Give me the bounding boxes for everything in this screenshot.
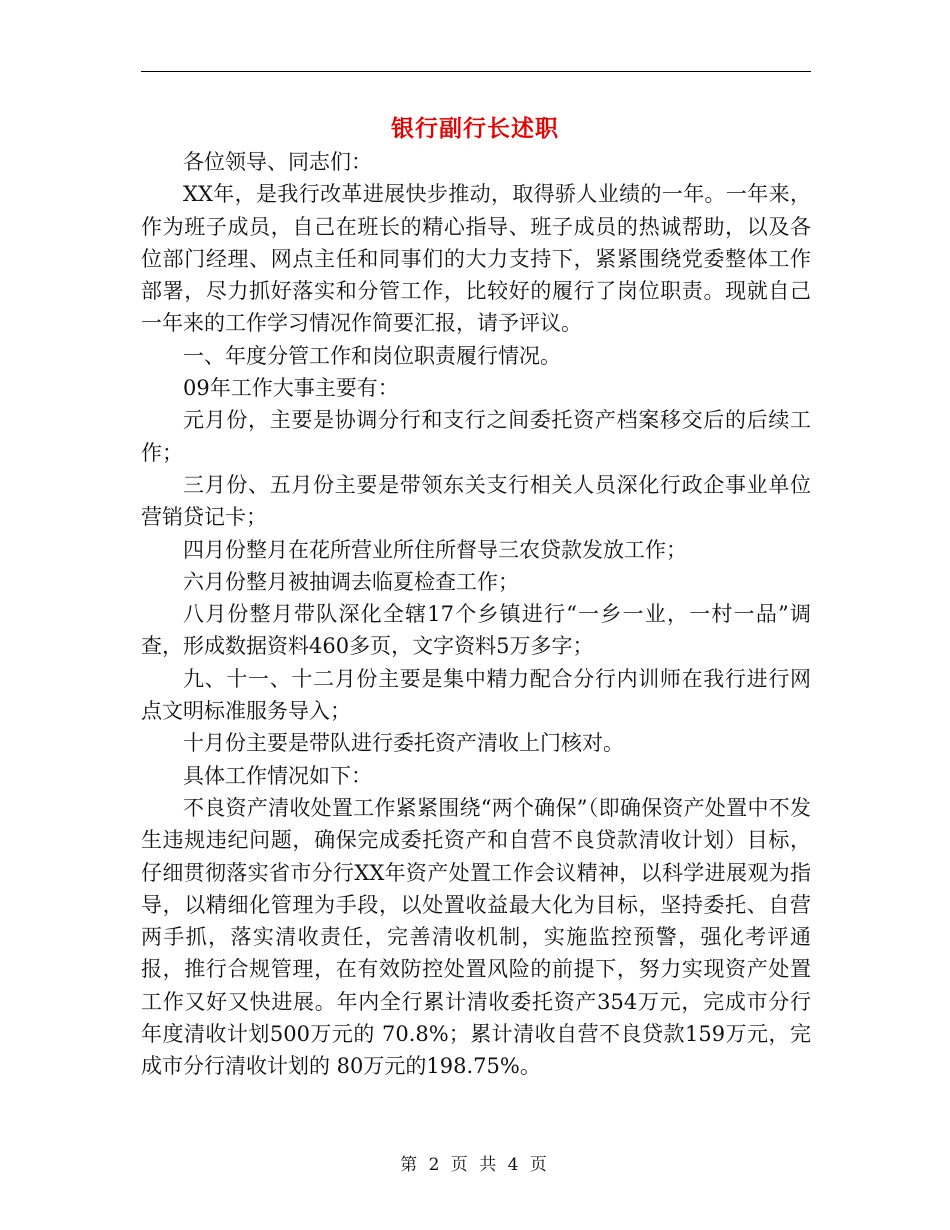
page-title: 银行副行长述职 [391, 115, 559, 142]
event-paragraph-sep-nov-dec: 九、十一、十二月份主要是集中精力配合分行内训师在我行进行网点文明标准服务导入； [141, 666, 811, 724]
event-paragraph-october: 十月份主要是带队进行委托资产清收上门核对。 [183, 731, 624, 756]
details-paragraph: 不良资产清收处置工作紧紧围绕“两个确保”（即确保资产处置中不发生违规违纪问题，确保完成委托资产和自营不良贷款清收计划）目标，仔细贯彻落实省市分行XX年资产处置工作会议精神，以科学进展观为指导，以精细化管理为手段，以处置收益最大化为目标，坚持委托、自营两手抓，落实清收责任，完善清收机制，实施监控预警，强化考评通报，推行合规管理，在有效防控处置风险的前提下，努力实现资产处置工作又好又快进展。年内全行累计清收委托资产354万元，完成市分行年度清收计划500万元的 70.8%；累计清收自营不良贷款159万元，完成市分行清收计划的 80万元的198.75%。 [141, 795, 811, 1079]
event-paragraph-april: 四月份整月在花所营业所住所督导三农贷款发放工作； [183, 537, 687, 562]
document-body [141, 146, 811, 1083]
header-rule [141, 71, 811, 72]
intro-paragraph: XX年，是我行改革进展快步推动，取得骄人业绩的一年。一年来，作为班子成员，自己在班长的精心指导、班子成员的热诚帮助，以及各位部门经理、网点主任和同事们的大力支持下，紧紧围绕党委整体工作部署，尽力抓好落实和分管工作，比较好的履行了岗位职责。现就自己一年来的工作学习情况作简要汇报，请予评议。 [141, 182, 811, 336]
event-paragraph-june: 六月份整月被抽调去临夏检查工作； [183, 569, 519, 594]
page-footer: 第 2 页 共 4 页 [400, 1155, 550, 1175]
event-paragraph-august: 八月份整月带队深化全辖17个乡镇进行“一乡一业，一村一品”调查，形成数据资料460多页，文字资料5万多字； [141, 602, 811, 659]
event-paragraph-january: 元月份，主要是协调分行和支行之间委托资产档案移交后的后续工作； [141, 408, 811, 465]
section-heading-1: 一、年度分管工作和岗位职责履行情况。 [183, 343, 561, 368]
salutation-paragraph: 各位领导、同志们： [183, 150, 372, 174]
event-paragraph-march-may: 三月份、五月份主要是带领东关支行相关人员深化行政企事业单位营销贷记卡； [141, 472, 811, 530]
events-heading: 09年工作大事主要有： [183, 376, 399, 401]
details-heading: 具体工作情况如下： [183, 763, 372, 788]
